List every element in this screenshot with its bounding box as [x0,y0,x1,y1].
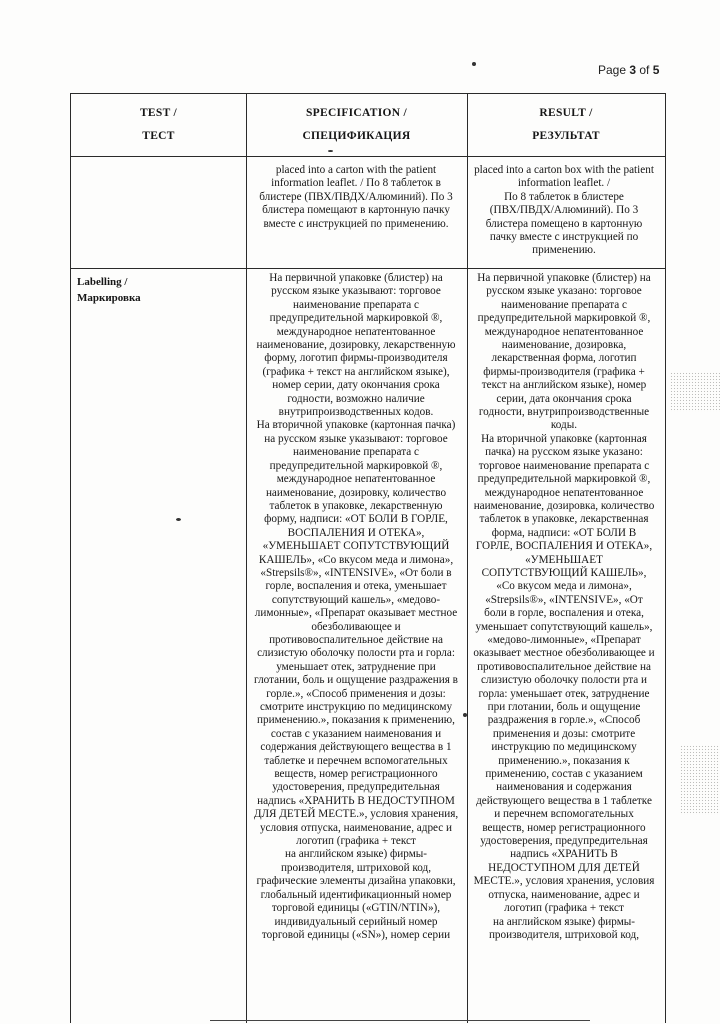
text-line: таблеток в упаковке, лекарственную [269,499,443,512]
text-line: форму, логотип фирмы-производителя [264,352,448,365]
text-line: годности, возможно наличие [287,392,425,405]
text-line: уменьшает отек, затруднение при [276,660,436,673]
text-line: применения и дозы: смотрите [492,727,636,740]
scan-speck [463,713,467,717]
row-divider [71,268,665,269]
text-line: наименование, дозировка, количество [473,499,655,512]
test-labelling-ru: Маркировка [77,292,141,304]
text-line: На вторичной упаковке (картонная [481,432,647,445]
text-line: на русском языке указывают: торговое [264,432,448,445]
scan-noise-top [670,372,720,412]
text-line: надпись «ХРАНИТЬ В НЕДОСТУПНОМ [257,794,455,807]
text-line: противовоспалительное действие на [477,660,651,673]
row1-specification [247,164,465,231]
scan-speck [328,150,333,152]
text-line: смотрите инструкцию по медицинскому [259,701,453,713]
text-line: наименование, дозировку, лекарственную [256,339,456,352]
text-line: information leaflet. / По 8 таблеток в [271,177,441,190]
text-line: международное непатентованное [484,325,644,338]
text-line: серии, дата окончания срока [496,392,632,405]
test-labelling-en: Labelling / [77,276,128,288]
row2-specification [247,272,465,942]
text-line: фирмы-производителя (графика + [483,365,645,378]
text-line: коды. [550,419,578,432]
text-line: placed into a carton with the patient [275,164,437,176]
text-line: международное непатентованное [484,486,644,499]
header-result [467,94,665,156]
text-line: глотании, боль и ощущение раздражения в [254,674,458,687]
text-line: внутрипроизводственных кодов. [278,406,434,419]
text-line: таблетке и перечнем вспомогательных [264,754,448,767]
text-line: на английском языке) фирмы- [492,915,636,928]
text-line: «Strepsils®», «INTENSIVE», «От [485,593,643,606]
text-line: боли в горле, воспаления и отека, [484,607,644,620]
text-line: «Со вкусом меда и лимона», [496,580,632,593]
text-line: логотип (графика + текст [296,835,416,848]
text-line: горле.», «Способ применения и дозы: [266,687,446,700]
text-line: надпись «ХРАНИТЬ В [510,848,618,861]
text-line: международное непатентованное [276,325,436,338]
text-line: производителя, штриховой код, [488,928,640,941]
text-line: НЕДОСТУПНОМ ДЛЯ ДЕТЕЙ [488,861,640,874]
header-spec-en: SPECIFICATION / [305,107,408,119]
text-line: и перечнем вспомогательных [494,808,634,821]
text-line: глобальный идентификационный номер [260,888,452,901]
text-line: удостоверения, предупредительная [480,835,648,848]
text-line: на английском языке) фирмы- [284,848,428,861]
header-result-en: RESULT / [539,107,593,119]
text-line: наименования и содержания [496,781,632,794]
text-line: пачку вместе с инструкцией по [489,231,639,244]
text-line: горла: уменьшает отек, затруднение [478,687,650,700]
text-line: русском языке указано: торговое [486,285,642,298]
text-line: наименование препарата с [501,298,627,311]
text-line: По 8 таблеток в блистере [504,190,624,203]
text-line: индивидуальный серийный номер [274,915,438,928]
text-line: состав с указанием наименования и [270,727,442,740]
header-test-en: TEST / [139,107,178,119]
text-line: применению.», показания к применению, [257,714,455,727]
text-line: обезболивающее и [311,620,401,633]
row1-result [471,164,657,258]
text-line: веществ, номер регистрационного [482,821,646,834]
text-line: ГОРЛЕ, ВОСПАЛЕНИЯ И ОТЕКА», [475,540,653,553]
text-line: противовоспалительное действие на [269,633,443,646]
page-total: 5 [652,63,660,77]
row2-test-label [77,274,141,306]
text-line: применению. [532,244,596,257]
header-spec-ru: СПЕЦИФИКАЦИЯ [302,130,411,142]
text-line: СОПУТСТВУЮЩИЙ КАШЕЛЬ», [481,566,647,579]
text-line: блистера помещают в картонную пачку [262,204,450,217]
text-line: русском языке указывают: торговое [271,285,441,298]
text-line: блистере (ПВХ/ПВДХ/Алюминий). По 3 [259,190,453,203]
text-line: наименование, дозировку, количество [265,486,447,499]
text-line: раздражения в горле.», «Способ [487,714,641,727]
text-line: вместе с инструкцией по применению. [263,217,449,230]
text-line: (ПВХ/ПВДХ/Алюминий). По 3 [489,204,639,217]
text-line: применению.», показания к [498,754,630,767]
text-line: логотип (графика + текст [504,902,624,915]
text-line: таблеток в упаковке, лекарственная [479,513,649,526]
header-specification [246,94,467,156]
text-line: форма, надписи: «ОТ БОЛИ В [491,526,637,539]
text-line: применению, состав с указанием [485,768,643,781]
text-line: удостоверения, предупредительная [272,781,440,794]
text-line: лимонные», «Препарат оказывает местное [254,607,458,620]
text-line: предупредительной маркировкой ®, [269,312,443,325]
text-line: наименование, дозировка, [501,339,627,352]
text-line: условия отпуска, наименование, адрес и [259,821,453,834]
text-line: ВОСПАЛЕНИЯ И ОТЕКА», [287,526,425,539]
scan-speck [176,518,181,521]
text-line: На первичной упаковке (блистер) на [269,272,443,284]
text-line: наименование препарата с [293,298,419,311]
text-line: оказывает местное обезболивающее и [473,647,655,660]
column-divider-2 [467,94,468,1023]
header-result-ru: РЕЗУЛЬТАТ [532,130,600,142]
text-line: форму, надписи: «ОТ БОЛИ В ГОРЛЕ, [264,513,448,526]
text-line: На вторичной упаковке (картонная пачка) [256,419,456,432]
text-line: ДЛЯ ДЕТЕЙ МЕСТЕ.», условия хранения, [253,808,459,821]
text-line: слизистую оболочку полости рта и горла: [257,647,455,660]
text-line: «Strepsils®», «INTENSIVE», «От боли в [260,566,452,579]
text-line: наименование препарата с [293,446,419,459]
text-line: information leaflet. / [517,177,611,190]
page-number: Page 3 of 5 [598,63,660,77]
header-divider [71,156,665,157]
text-line: при глотании, боль и ощущение [487,701,641,713]
text-line: «УМЕНЬШАЕТ СОПУТСТВУЮЩИЙ [262,540,450,553]
text-line: лекарственная форма, логотип [491,352,637,365]
text-line: слизистую оболочку полости рта и [480,674,648,687]
text-line: веществ, номер регистрационного [274,768,438,781]
text-line: номер серии, дату окончания срока [272,379,440,392]
header-test [71,94,246,156]
text-line: (графика + текст на английском языке), [262,365,450,378]
bottom-edge-line [210,1020,590,1021]
text-line: «медово-лимонные», «Препарат [487,633,641,646]
text-line: «УМЕНЬШАЕТ [525,553,603,566]
text-line: графические элементы дизайна упаковки, [256,875,456,888]
text-line: отпуска, наименование, адрес и [488,888,640,901]
page-current: 3 [629,63,637,77]
text-line: блистера помещено в картонную [485,217,643,230]
text-line: действующего вещества в 1 таблетке [476,794,652,807]
text-line: содержания действующего вещества в 1 [260,741,452,754]
text-line: торговой единицы («GTIN/NTIN»), [271,902,441,915]
header-test-ru: ТЕСТ [142,130,175,142]
spec-table [70,93,666,1023]
text-line: текст на английском языке), номер [481,379,647,392]
text-line: инструкцию по медицинскому [491,741,637,754]
text-line: КАШЕЛЬ», «Со вкусом меда и лимона», [258,553,454,566]
text-line: На первичной упаковке (блистер) на [477,272,651,284]
text-line: уменьшает сопутствующий кашель», [475,620,653,633]
row2-result [471,272,657,942]
text-line: предупредительной маркировкой ®, [477,473,651,486]
text-line: placed into a carton box with the patient [474,164,654,176]
text-line: торговое наименование препарата с [478,459,650,472]
text-line: МЕСТЕ.», условия хранения, условия [473,875,655,888]
text-line: годности, внутрипроизводственные [478,406,650,419]
text-line: предупредительной маркировкой ®, [269,459,443,472]
scan-speck [472,62,476,66]
text-line: сопутствующий кашель», «медово- [271,593,441,606]
text-line: торговой единицы («SN»), номер серии [261,928,451,941]
text-line: предупредительной маркировкой ®, [477,312,651,325]
text-line: пачка) на русском языке указано: [485,446,643,459]
text-line: международное непатентованное [276,473,436,486]
scan-noise-bottom [680,745,720,815]
text-line: горле, воспаления и отека, уменьшает [265,580,447,593]
text-line: производителя, штриховой код, [280,861,432,874]
